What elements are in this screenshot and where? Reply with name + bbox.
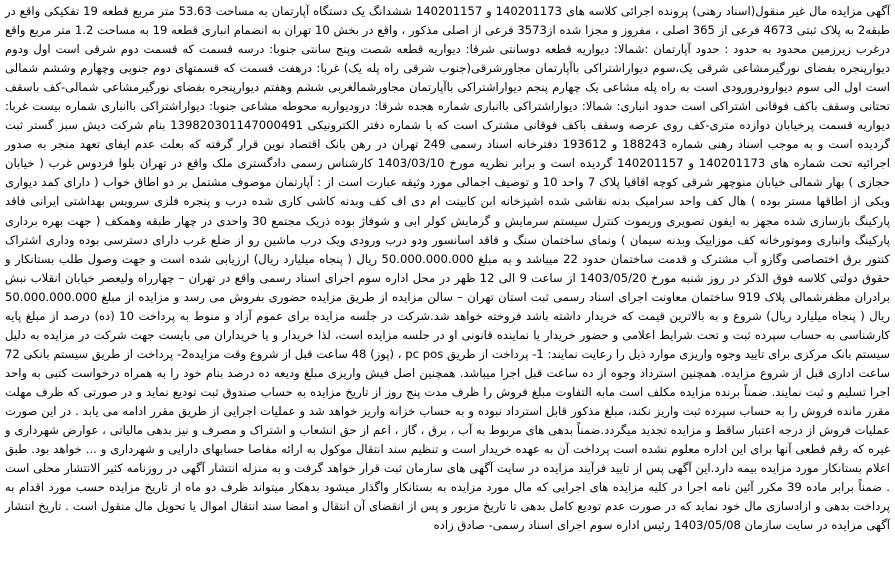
auction-notice-text: آگهی مزایده مال غیر منقول(اسناد رهنی) پرونده اجرائی کلاسه های 140201173 و 140201157 ششدانگ یک دستگاه آپارتمان به مساحت 53.63 متر مربع قطعه 19 تفکیکی واقع در طبقه2 به پلاک ثبتی 4673 فرعی از 365 اصلی ، مفروز و مجزا شده از3573 فرعی از اصلی مذکور ، واقع در بخش 10 تهران به انضمام انباری قطعه 19 به مساحت 1.2 متر مربع واقع درغرب زیرزمین محدود به حدود : حدود آپارتمان :شمالا: دیواریه قطعه دوسانتی شرقا: دیواریه قطعه شصت وپنج سانتی جنوبا: درسه قسمت که قسمت دوم شرقی است اول ودوم دیوارپنجره بفضای نورگیرمشاعی شرقی یک،سوم دیواراشتراکی باآپارتمان مجاورشرقی(جنوب شرقی راه پله یک) غربا: درهفت قسمت که قسمتهای دوم جنوبی وچهارم وششم شمالی است اول الی سوم دیوارودرورودی است به راه پله مشاعی یک چهارم پنجم دیواراشتراکی باآپارتمان مجاورشمالغربی ششم وهفتم دیوارپنجره بفضای نورگیرمشاعی شمالی-کف باسقف تحتانی وسقف باکف فوقانی اشتراکی است حدود انباری: شمالا: دیواراشتراکی باانباری شماره هجده شرقا: درودیواربه محوطه مشاعی جنوبا: دیواراشتراکی باانباری شماره بیست غربا: دیواریه قسمت پرخیابان دوازده متری-کف روی عرصه وسقف باکف فوقانی مشترک است که با شماره دفتر الکترونیکی 139820301147000491 بنام شرکت دیش سبز گستر ثبت گردیده است و به موجب اسناد رهنی شماره 188243 و 193612 دفترخانه اسناد رسمی 249 تهران در رهن بانک اقتصاد نوین قرار گرفته که بعلت عدم ایفای تعهد منجر به صدور اجرائیه تحت شماره های 140201173 و 140201157 گردیده است و برابر نظریه مورخ 1403/03/10 کارشناس رسمی دادگستری ملک واقع در تهران بلوا فردوس غرب ( خیابان حجازی ) بهار شمالی خیابان منوچهر شرقی کوچه اقاقیا پلاک 7 واحد 10 و توصیف اجمالی مورد وثیقه عبارت است از : آپارتمان موصوف مشتمل بر دو اطاق خواب ( دارای کمد دیواری ویکی از اطاقها مستر بوده ) هال کف واحد سرامیک بدنه نقاشی شده اشپزخانه ابن کابینت ام دی اف کف وبدنه کاشی کاری شده درب و پنجره فلزی سرویس بهداشتی ایرانی فاقد پارکینگ بازسازی شده مجهز به ایفون تصویری وریموت کنترل سیستم سرمایش و گرمایش کولر ابی و شوفاژ بوده ذریک مجتمع 30 واحدی در چهار طبقه وهمکف ( جهت بهره برداری پارکینگ وانباری وموتورخانه کف موزاییک وبدنه سیمان ) ونمای ساختمان سنگ و فاقد اسانسور ودو درب ورودی ویک درب ماشین رو از ضلع غرب دارای دسترسی بوده وداری اشتراک کنتور برق اختصاصی وگازو آب مشترک و قدمت ساختمان حدود 22 میباشد و به مبلغ 50.000.000.000 ریال ( پنجاه میلیارد ریال) ارزیابی شده است و جهت وصول طلب بستانکار و حقوق دولتی کلاسه فوق الذکر در روز شنبه مورخ 1403/05/20 از ساعت 9 الی 12 ظهر در محل اداره سوم اجرای اسناد رسمی واقع در تهران – چهارراه ولیعصر خیابان انقلاب نبش برادران مظفرشمالی پلاک 919 ساختمان معاونت اجرای اسناد رسمی ثبت استان تهران – سالن مزایده از طریق مزایده حضوری بفروش می رسد و مزایده از مبلغ 50.000.000.000 ریال ( پنجاه میلیارد ریال) شروع و به بالاترین قیمت که خریدار داشته باشد فروخته خواهد شد.شرکت در جلسه مزایده برای عموم آزاد و منوط به پرداخت 10 (ده) درصد از مبلغ پایه کارشناسی به حساب سپرده ثبت و تحت شرایط اعلامی و حضور خریدار یا نماینده قانونی او در جلسه مزایده است، لذا خریدار و یا خریداران می بایست جهت شرکت در مزایده به دلیل سیستم بانک مرکزی برای تایید وجوه واریزی موارد ذیل را رعایت نمایند: 1- پرداخت از طریق pc pos ، (پوز) 48 ساعت قبل از شروع وقت مزایده2- پرداخت از طریق سیستم بانکی 72 ساعت اداری قبل از شروع مزایده. همچنین استرداد وجوه از ده ساعت قبل اجرا میباشد. همچنین اصل فیش واریزی مبلغ ودیعه ده درصد بنام خود را به همراه درخواست کتبی به واحد اجرا تسلیم و ثبت نمایند. ضمناً برنده مزایده مکلف است مابه التفاوت مبلغ فروش را ظرف مدت پنج روز از تاریخ مزایده به حساب صندوق ثبت تودیع نماید و در صورتی که ظرف مهلت مقرر مانده فروش را به حساب سپرده ثبت واریز نکند، مبلغ مذکور قابل استرداد نبوده و به حساب خزانه واریز خواهد شد و عملیات اجرایی از طریق مقرر ادامه می یابد . در این صورت عملیات فروش از درجه اعتبار ساقط و مزایده تجدید میگردد.ضمناً بدهی های مربوط به آب ، برق ، گاز ، اعم از حق انشعاب و اشتراک و مصرف و نیز بدهی مالیاتی ، عوارض شهرداری و غیره که رقم قطعی آنها برای این اداره معلوم نشده است پرداخت آن به عهده خریدار است و تنظیم سند انتقال موکول به ارائه مفاصا حسابهای دارایی و شهرداری و ... خواهد بود. طبق اعلام بستانکار مورد مزایده بیمه دارد.این آگهی پس از تایید فرآیند مزایده در سایت آگهی های سازمان ثبت قرار خواهد گرفت و به منزله انتشار آگهی در روزنامه کثیر الانتشار محلی است . ضمناً برابر ماده 39 مکرر آئین نامه اجرا در کلیه مزایده های اجرایی که مال مورد مزایده به بستانکار واگذار میشود بدهکار میتواند ظرف دو ماه از تاریخ مزایده حسب مورد اقدام به پرداخت بدهی و ازادسازی مال خود نماید که در صورت عدم تودیع کامل بدهی تا تاریخ مزبور و پس از انقضای آن انتقال و امضا سند انتقال اموال یا تحویل مال منقول است . تاریخ انتشار آگهی مزایده در سایت سازمان 1403/05/08 رئیس اداره سوم اجرای اسناد رسمی- صادق زاده <box>5 4 891 533</box>
